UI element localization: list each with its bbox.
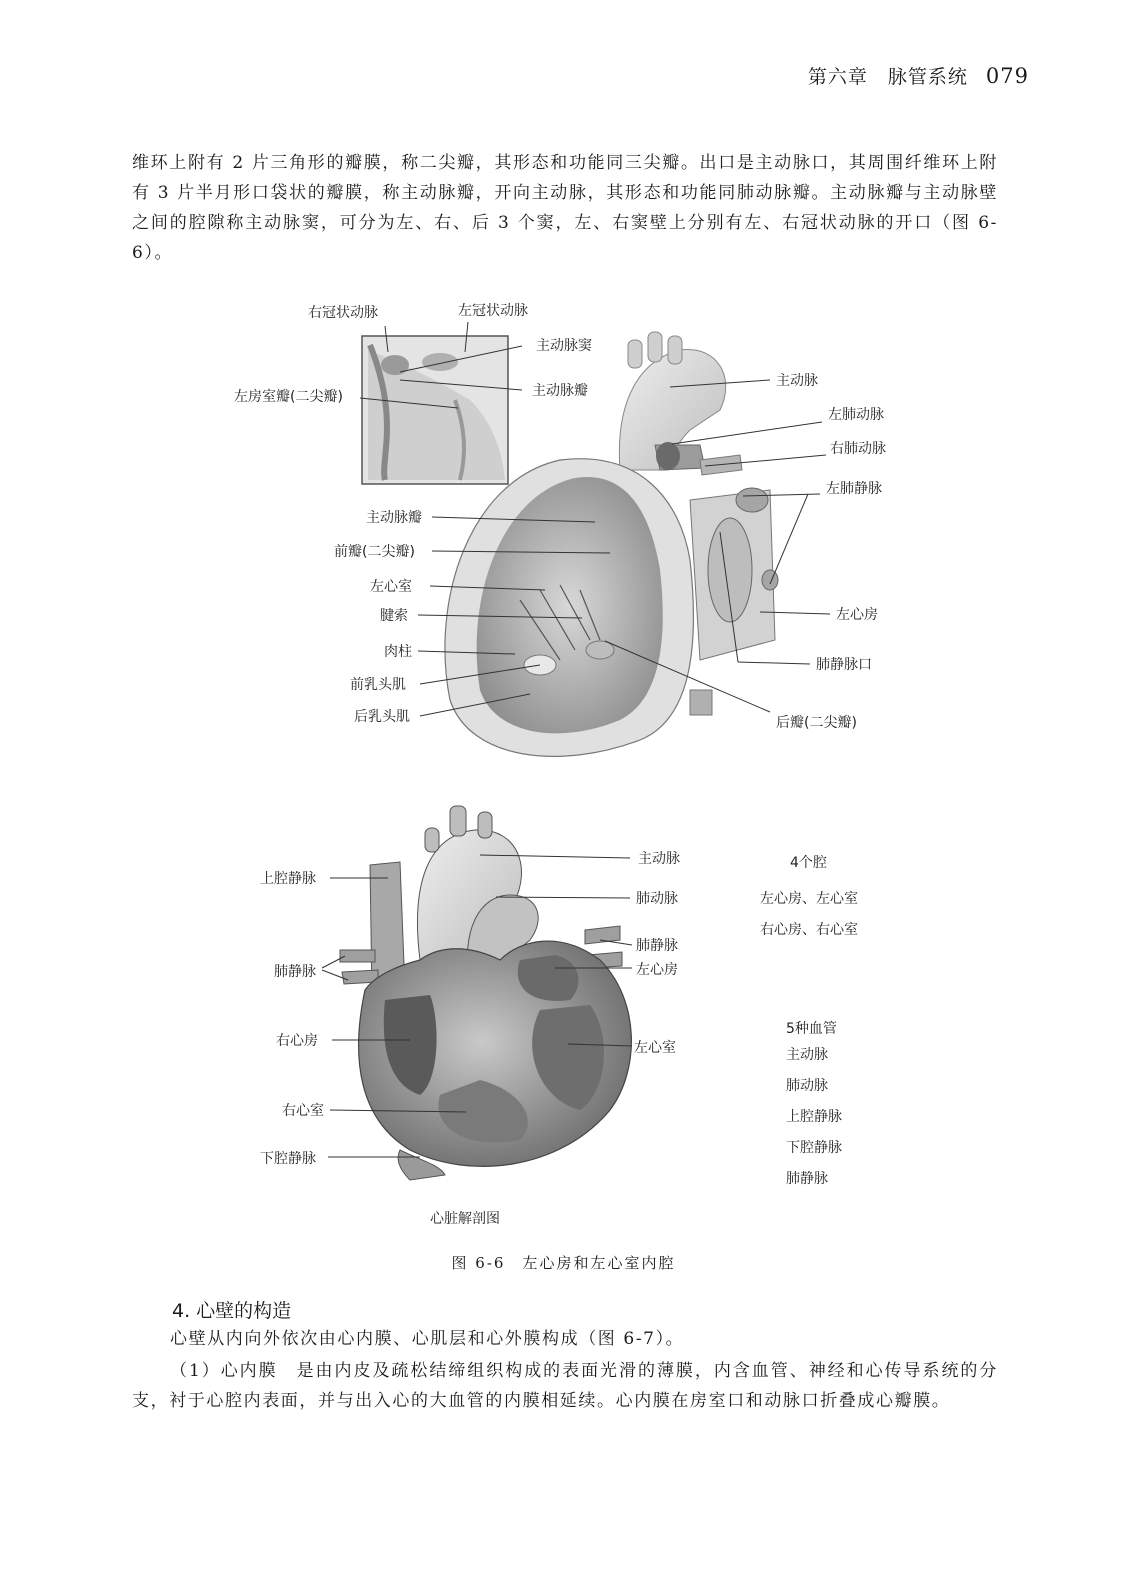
section-paragraph-1: 心壁从内向外依次由心内膜、心肌层和心外膜构成（图 6-7）。 xyxy=(170,1329,685,1349)
label-left-pulmonary-artery: 左肺动脉 xyxy=(828,407,884,423)
vessels-item: 下腔静脉 xyxy=(786,1140,842,1156)
label-right-atrium: 右心房 xyxy=(276,1033,318,1049)
chapter-title: 第六章 脉管系统 xyxy=(807,66,968,88)
label-chordae-tendineae: 腱索 xyxy=(380,608,408,624)
label-left-ventricle-bottom: 左心室 xyxy=(634,1040,676,1056)
figure-subtitle: 心脏解剖图 xyxy=(430,1211,500,1227)
label-aorta-bottom: 主动脉 xyxy=(638,851,680,867)
label-aortic-valve-inset: 主动脉瓣 xyxy=(532,383,588,399)
label-left-ventricle-top: 左心室 xyxy=(370,579,412,595)
label-left-coronary-artery: 左冠状动脉 xyxy=(458,303,528,319)
vessels-item: 上腔静脉 xyxy=(786,1109,842,1125)
label-pulmonary-vein-orifice: 肺静脉口 xyxy=(816,657,872,673)
label-aortic-valve: 主动脉瓣 xyxy=(366,510,422,526)
label-left-av-valve: 左房室瓣(二尖瓣) xyxy=(234,389,343,405)
vessels-item: 肺静脉 xyxy=(786,1171,828,1187)
chambers-title: 4个腔 xyxy=(790,855,827,871)
label-pulmonary-vein-left: 肺静脉 xyxy=(636,938,678,954)
section-heading: 4. 心壁的构造 xyxy=(172,1300,292,1322)
label-left-pulmonary-vein: 左肺静脉 xyxy=(826,481,882,497)
chambers-item: 左心房、左心室 xyxy=(760,891,858,907)
intro-paragraph: 维环上附有 2 片三角形的瓣膜，称二尖瓣，其形态和功能同三尖瓣。出口是主动脉口，其周围纤维环上附有 3 片半月形口袋状的瓣膜，称主动脉瓣，开向主动脉，其形态和功能同肺动脉瓣。主动脉瓣与主动脉壁之间的腔隙称主动脉窦，可分为左、右、后 3 个窦，左、右窦壁上分别有左、右冠状动脉的开口（图 6-6）。 xyxy=(132,153,998,263)
vessels-item: 主动脉 xyxy=(786,1047,828,1063)
valve-inset-image xyxy=(362,336,508,484)
label-posterior-papillary: 后乳头肌 xyxy=(354,709,410,725)
label-left-atrium-bottom: 左心房 xyxy=(636,962,678,978)
label-superior-vena-cava: 上腔静脉 xyxy=(260,871,316,887)
vessels-title: 5种血管 xyxy=(786,1021,837,1037)
heart-frontal-section-image xyxy=(340,806,631,1180)
section-paragraph-2: （1）心内膜 是由内皮及疏松结缔组织构成的表面光滑的薄膜，内含血管、神经和心传导系统的分支，衬于心腔内表面，并与出入心的大血管的内膜相延续。心内膜在房室口和动脉口折叠成心瓣膜。 xyxy=(132,1361,998,1411)
label-anterior-papillary: 前乳头肌 xyxy=(350,677,406,693)
label-right-coronary-artery: 右冠状动脉 xyxy=(308,305,378,321)
label-posterior-cusp: 后瓣(二尖瓣) xyxy=(776,715,857,731)
label-right-pulmonary-artery: 右肺动脉 xyxy=(830,441,886,457)
vessels-item: 肺动脉 xyxy=(786,1078,828,1094)
label-aortic-sinus: 主动脉窦 xyxy=(536,338,592,354)
label-pulmonary-artery: 肺动脉 xyxy=(636,891,678,907)
chambers-item: 右心房、右心室 xyxy=(760,922,858,938)
label-left-atrium-top: 左心房 xyxy=(836,607,878,623)
page-number: 079 xyxy=(985,64,1029,88)
label-right-ventricle: 右心室 xyxy=(282,1103,324,1119)
label-pulmonary-vein-right: 肺静脉 xyxy=(274,964,316,980)
label-aorta-top: 主动脉 xyxy=(776,373,818,389)
label-trabeculae: 肉柱 xyxy=(384,644,412,660)
label-inferior-vena-cava: 下腔静脉 xyxy=(260,1151,316,1167)
figure-caption: 图 6-6 左心房和左心室内腔 xyxy=(451,1254,676,1272)
label-anterior-cusp: 前瓣(二尖瓣) xyxy=(334,544,415,560)
